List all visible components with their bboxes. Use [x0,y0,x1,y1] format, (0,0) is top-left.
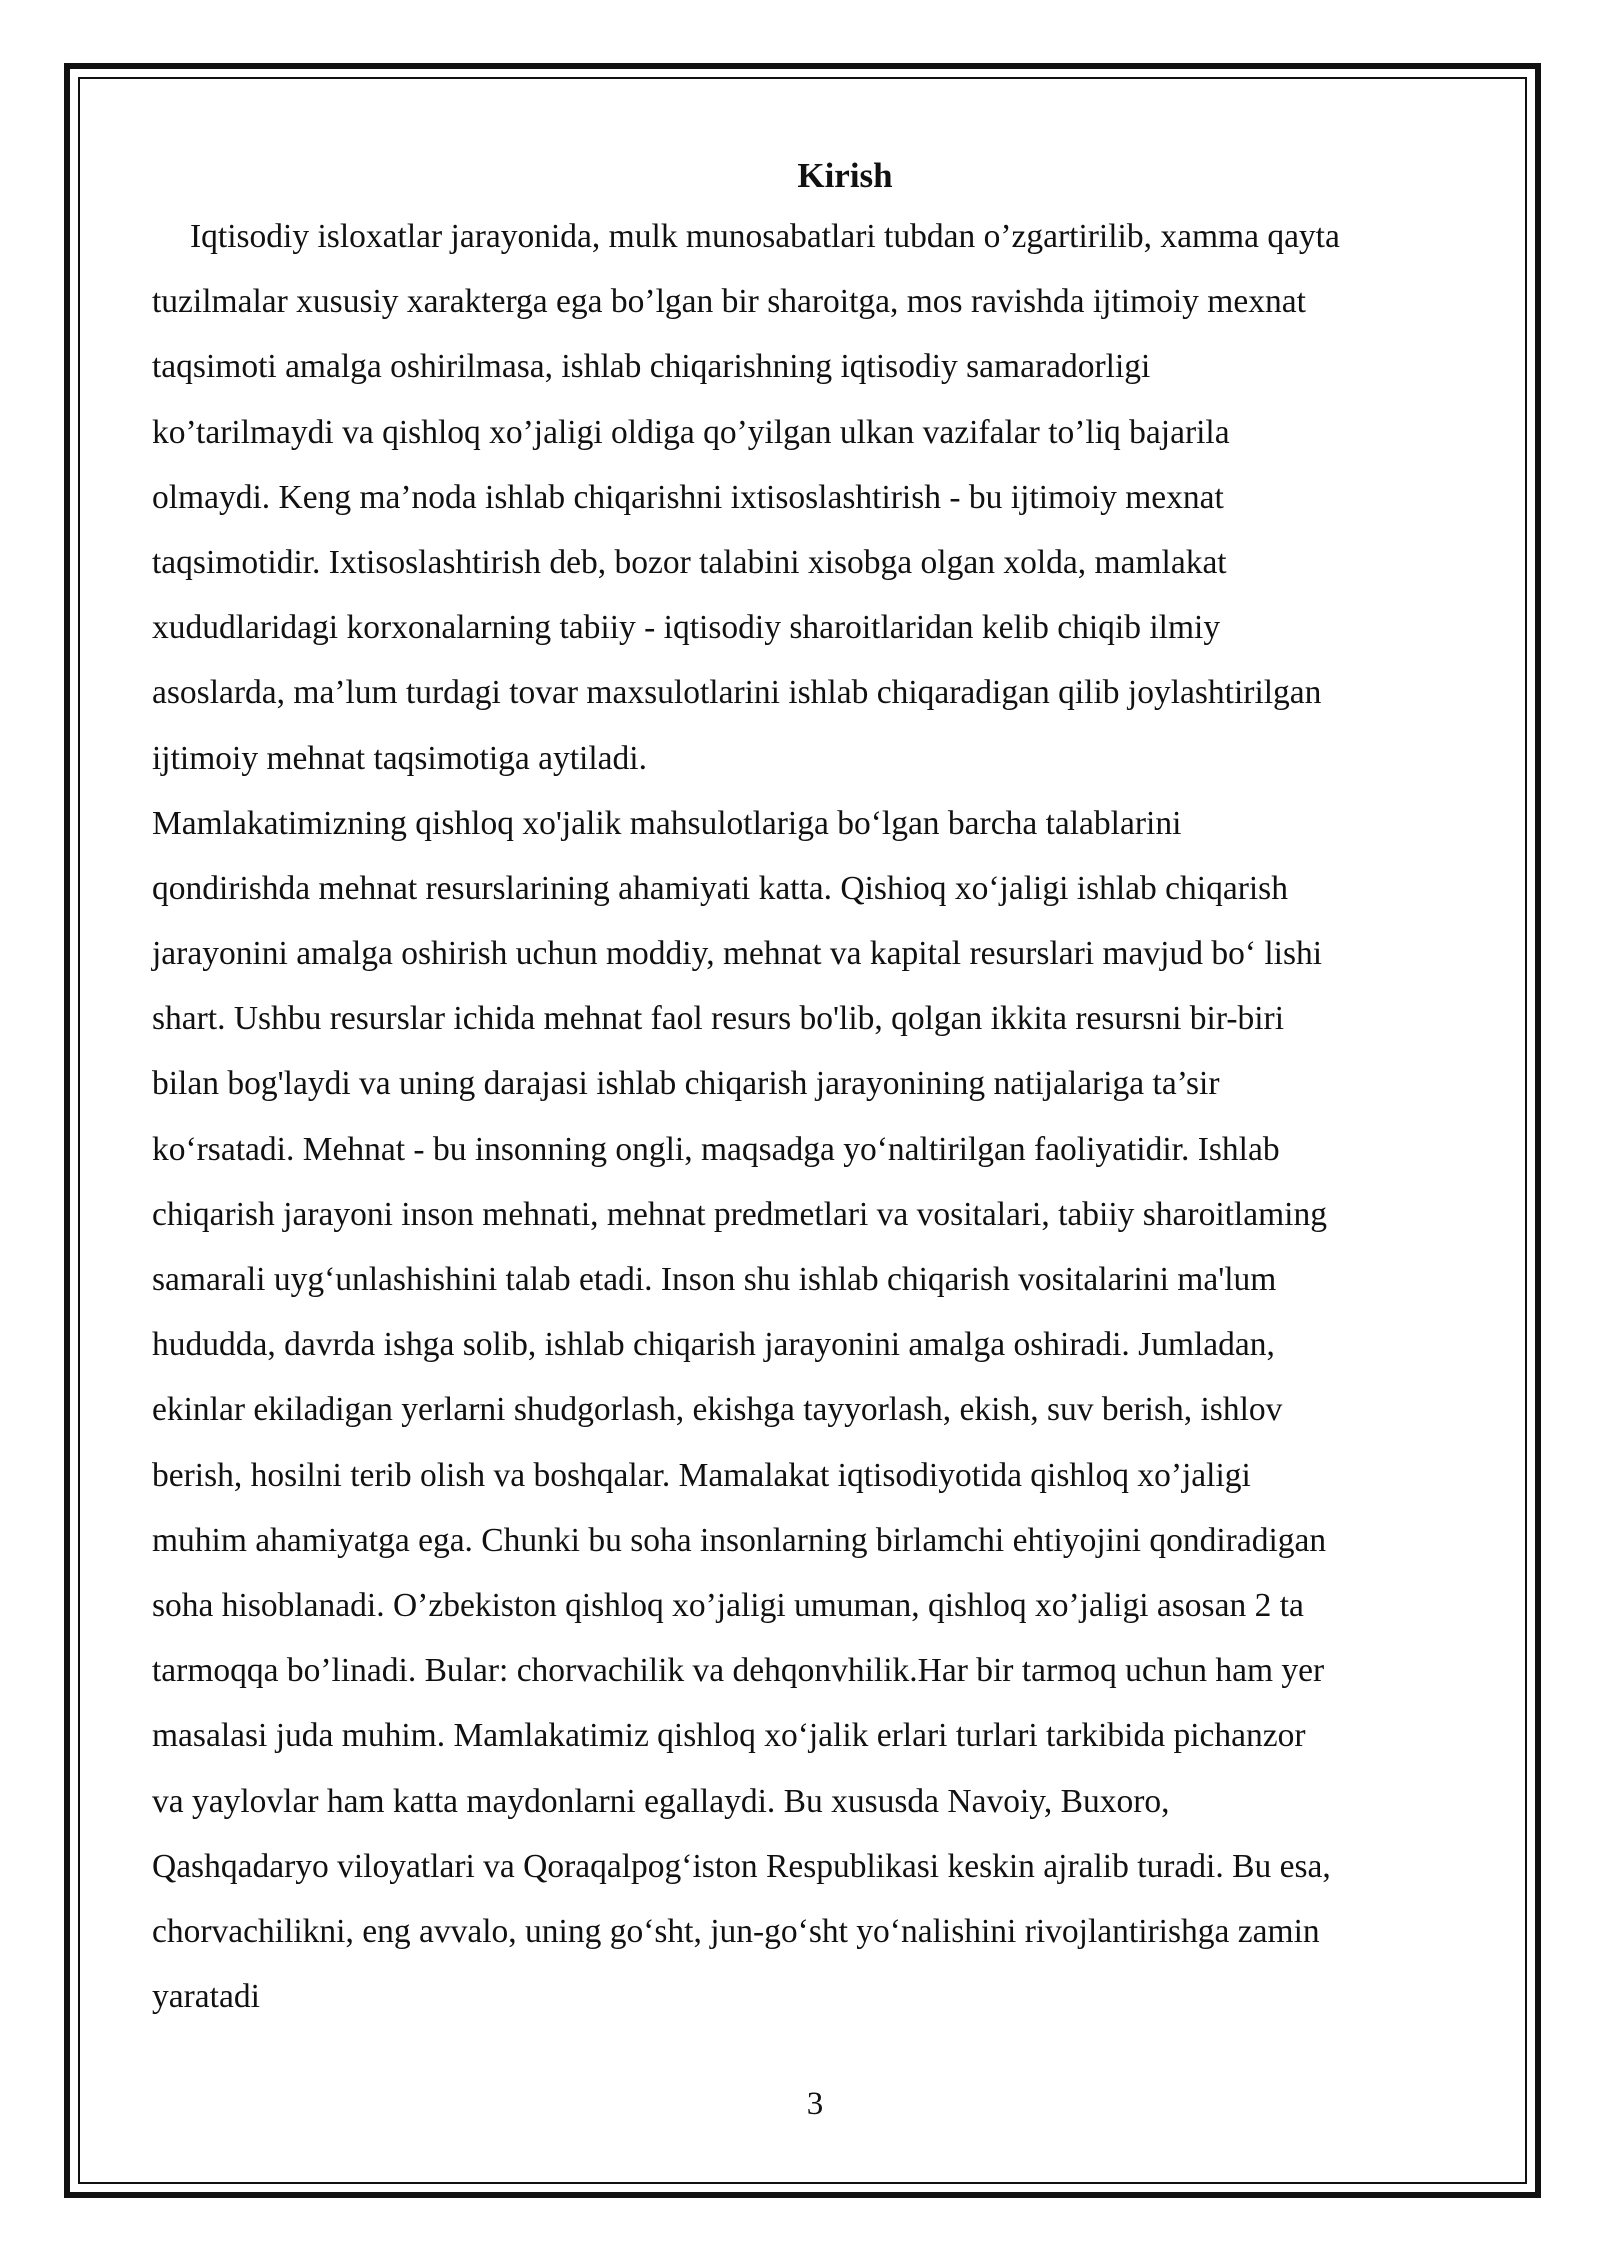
text-line: va yaylovlar ham katta maydonlarni egallaydi. Bu xususda Navoiy, Buxoro, [152,1782,1170,1820]
text-line: Mamlakatimizning qishloq xo'jalik mahsulotlariga bo‘lgan barcha talablarini [152,804,1182,842]
text-line: chiqarish jarayoni inson mehnati, mehnat predmetlari va vositalari, tabiiy sharoitlaming [152,1195,1327,1233]
text-line: muhim ahamiyatga ega. Chunki bu soha insonlarning birlamchi ehtiyojini qondiradigan [152,1521,1327,1559]
text-line: tarmoqqa bo’linadi. Bular: chorvachilik va dehqonvhilik.Har bir tarmoq uchun ham yer [152,1652,1325,1690]
text-line: taqsimoti amalga oshirilmasa, ishlab chiqarishning iqtisodiy samaradorligi [152,348,1151,386]
text-line: bilan bog'laydi va uning darajasi ishlab chiqarish jarayonining natijalariga ta’sir [152,1065,1220,1103]
text-line: qondirishda mehnat resurslarining ahamiyati katta. Qishioq xo‘jaligi ishlab chiqarish [152,869,1288,907]
text-line: ko’tarilmaydi va qishloq xo’jaligi oldiga qo’yilgan ulkan vazifalar to’liq bajarila [152,413,1230,451]
text-line: berish, hosilni terib olish va boshqalar. Mamalakat iqtisodiyotida qishloq xo’jaligi [152,1456,1251,1494]
text-line: ko‘rsatadi. Mehnat - bu insonning ongli, maqsadga yo‘naltirilgan faoliyatidir. Ishlab [152,1130,1280,1168]
text-line: shart. Ushbu resurslar ichida mehnat faol resurs bo'lib, qolgan ikkita resursni bir-biri [152,1000,1284,1038]
text-line: soha hisoblanadi. O’zbekiston qishloq xo’jaligi umuman, qishloq xo’jaligi asosan 2 ta [152,1586,1304,1624]
text-line: taqsimotidir. Ixtisoslashtirish deb, bozor talabini xisobga olgan xolda, mamlakat [152,543,1227,581]
paragraph-2 [152,791,1488,2030]
paragraph-1 [152,204,1488,791]
text-line: yaratadi [152,1978,260,2016]
text-line: xududlaridagi korxonalarning tabiiy - iqtisodiy sharoitlaridan kelib chiqib ilmiy [152,609,1221,647]
page-content [152,148,1488,2029]
text-line: Qashqadaryo viloyatlari va Qoraqalpog‘iston Respublikasi keskin ajralib turadi. Bu esa, [152,1847,1331,1885]
text-line: Iqtisodiy isloxatlar jarayonida, mulk munosabatlari tubdan o’zgartirilib, xamma qayta [190,218,1340,255]
text-line: olmaydi. Keng ma’noda ishlab chiqarishni ixtisoslashtirish - bu ijtimoiy mexnat [152,478,1224,516]
text-line: hududda, davrda ishga solib, ishlab chiqarish jarayonini amalga oshiradi. Jumladan, [152,1326,1275,1364]
page-number: 3 [806,2086,824,2122]
text-line: ijtimoiy mehnat taqsimotiga aytiladi. [152,739,647,777]
text-line: masalasi juda muhim. Mamlakatimiz qishloq xo‘jalik erlari turlari tarkibida pichanzor [152,1717,1306,1755]
page-title: Kirish [797,156,893,195]
text-line: tuzilmalar xususiy xarakterga ega bo’lgan bir sharoitga, mos ravishda ijtimoiy mexnat [152,283,1306,321]
text-line: asoslarda, ma’lum turdagi tovar maxsulotlarini ishlab chiqaradigan qilib joylashtirilgan [152,674,1322,712]
text-line: ekinlar ekiladigan yerlarni shudgorlash, ekishga tayyorlash, ekish, suv berish, ishlov [152,1391,1283,1429]
text-line: chorvachilikni, eng avvalo, uning go‘sht, jun-go‘sht yo‘nalishini rivojlantirishga zamin [152,1912,1320,1950]
text-line: samarali uyg‘unlashishini talab etadi. Inson shu ishlab chiqarish vositalarini ma'lum [152,1261,1277,1298]
text-line: jarayonini amalga oshirish uchun moddiy, mehnat va kapital resurslari mavjud bo‘ lishi [152,935,1323,973]
